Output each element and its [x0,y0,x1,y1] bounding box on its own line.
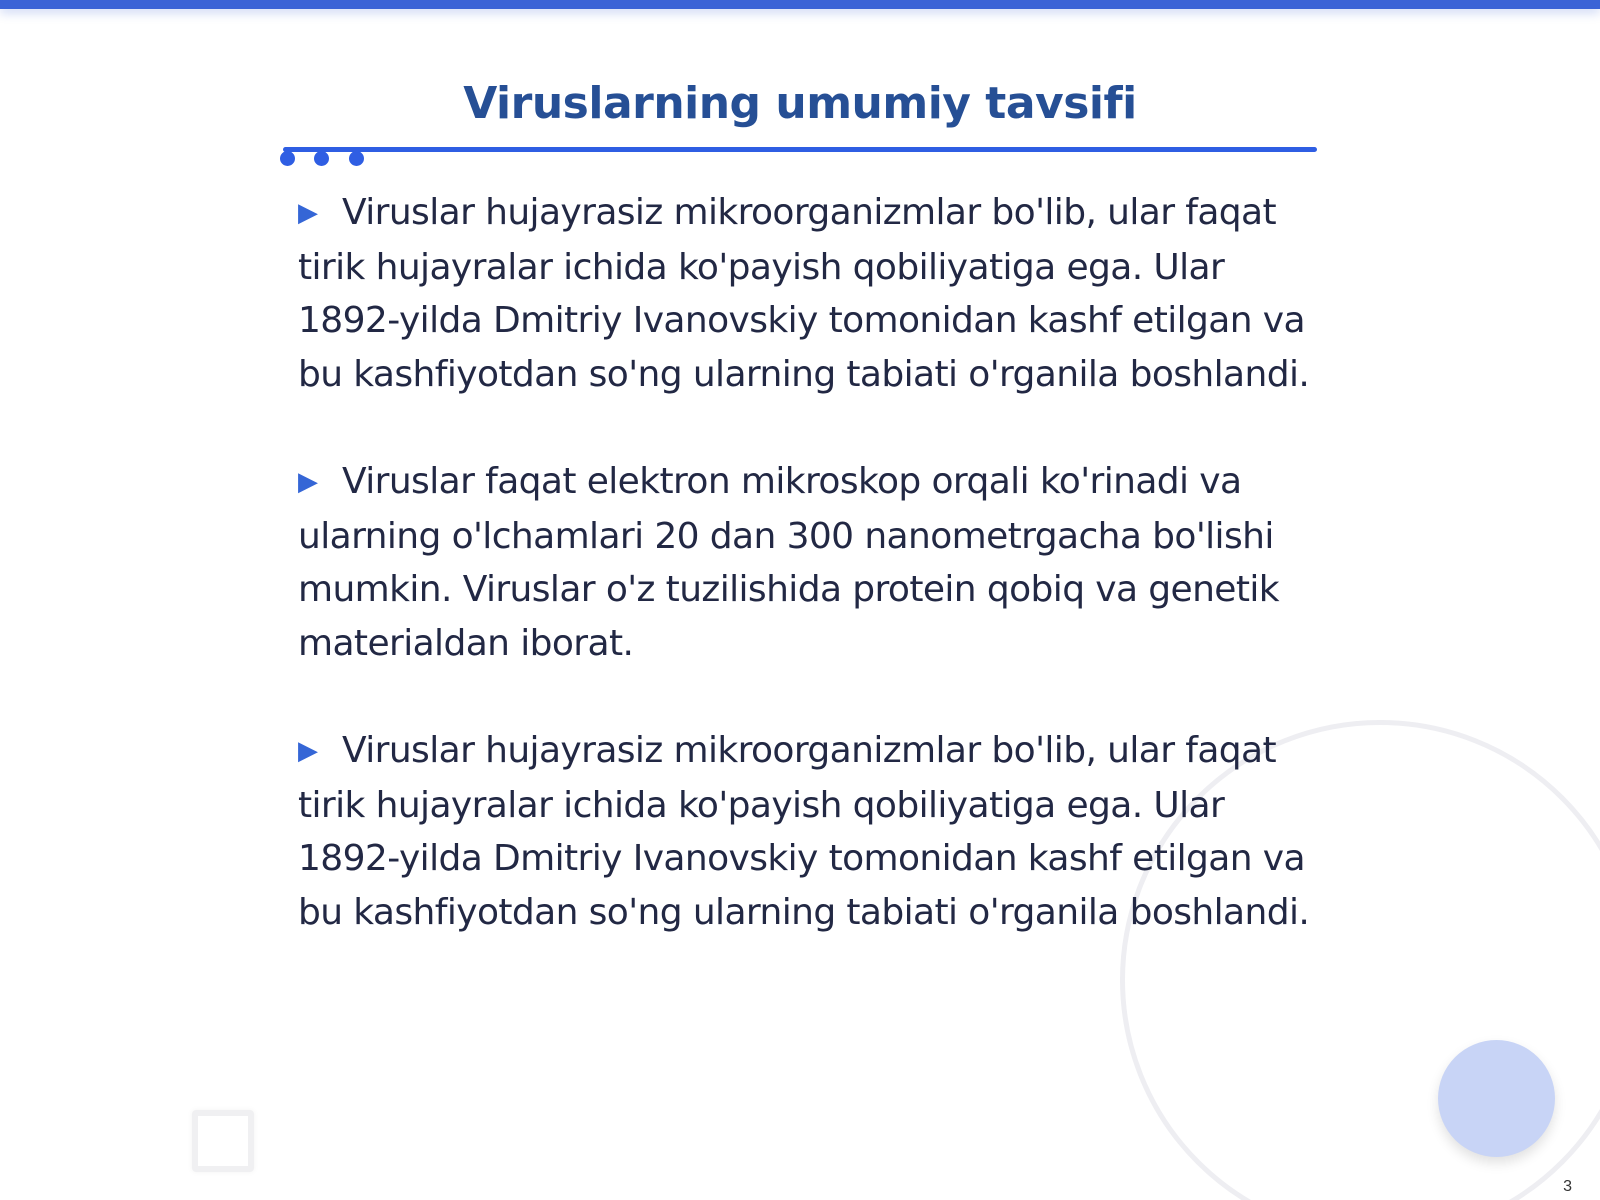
bullet-arrow-icon: ▶ [298,736,318,766]
bullet-arrow-icon: ▶ [298,198,318,228]
paragraph-3 [298,724,1318,939]
slide-content [298,186,1318,993]
paragraph-2 [298,455,1318,670]
paragraph-text: Viruslar faqat elektron mikroskop orqali ko'rinadi va ularning o'lchamlari 20 dan 300 nanometrgacha bo'lishi mumkin. Viruslar o'z tuzilishida protein qobiq va genetik materialdan iborat. [298,461,1280,664]
paragraph-text: Viruslar hujayrasiz mikroorganizmlar bo'lib, ular faqat tirik hujayralar ichida ko'payish qobiliyatiga ega. Ular 1892-yilda Dmitriy Ivanovskiy tomonidan kashf etilgan va bu kashfiyotdan so'ng ularning tabiati o'rganila boshlandi. [298,192,1310,395]
top-accent-bar [0,0,1600,9]
bullet-arrow-icon: ▶ [298,467,318,497]
underline-dot-3 [349,151,364,166]
slide-title: Viruslarning umumiy tavsifi [463,78,1137,129]
paragraph-1 [298,186,1318,401]
title-underline [283,147,1317,152]
paragraph-text: Viruslar hujayrasiz mikroorganizmlar bo'lib, ular faqat tirik hujayralar ichida ko'payish qobiliyatiga ega. Ular 1892-yilda Dmitriy Ivanovskiy tomonidan kashf etilgan va bu kashfiyotdan so'ng ularning tabiati o'rganila boshlandi. [298,730,1310,933]
page-number: 3 [1563,1178,1572,1195]
decorative-square [192,1110,254,1172]
underline-dot-2 [314,151,329,166]
decorative-circle [1438,1040,1555,1157]
underline-dot-1 [280,151,295,166]
